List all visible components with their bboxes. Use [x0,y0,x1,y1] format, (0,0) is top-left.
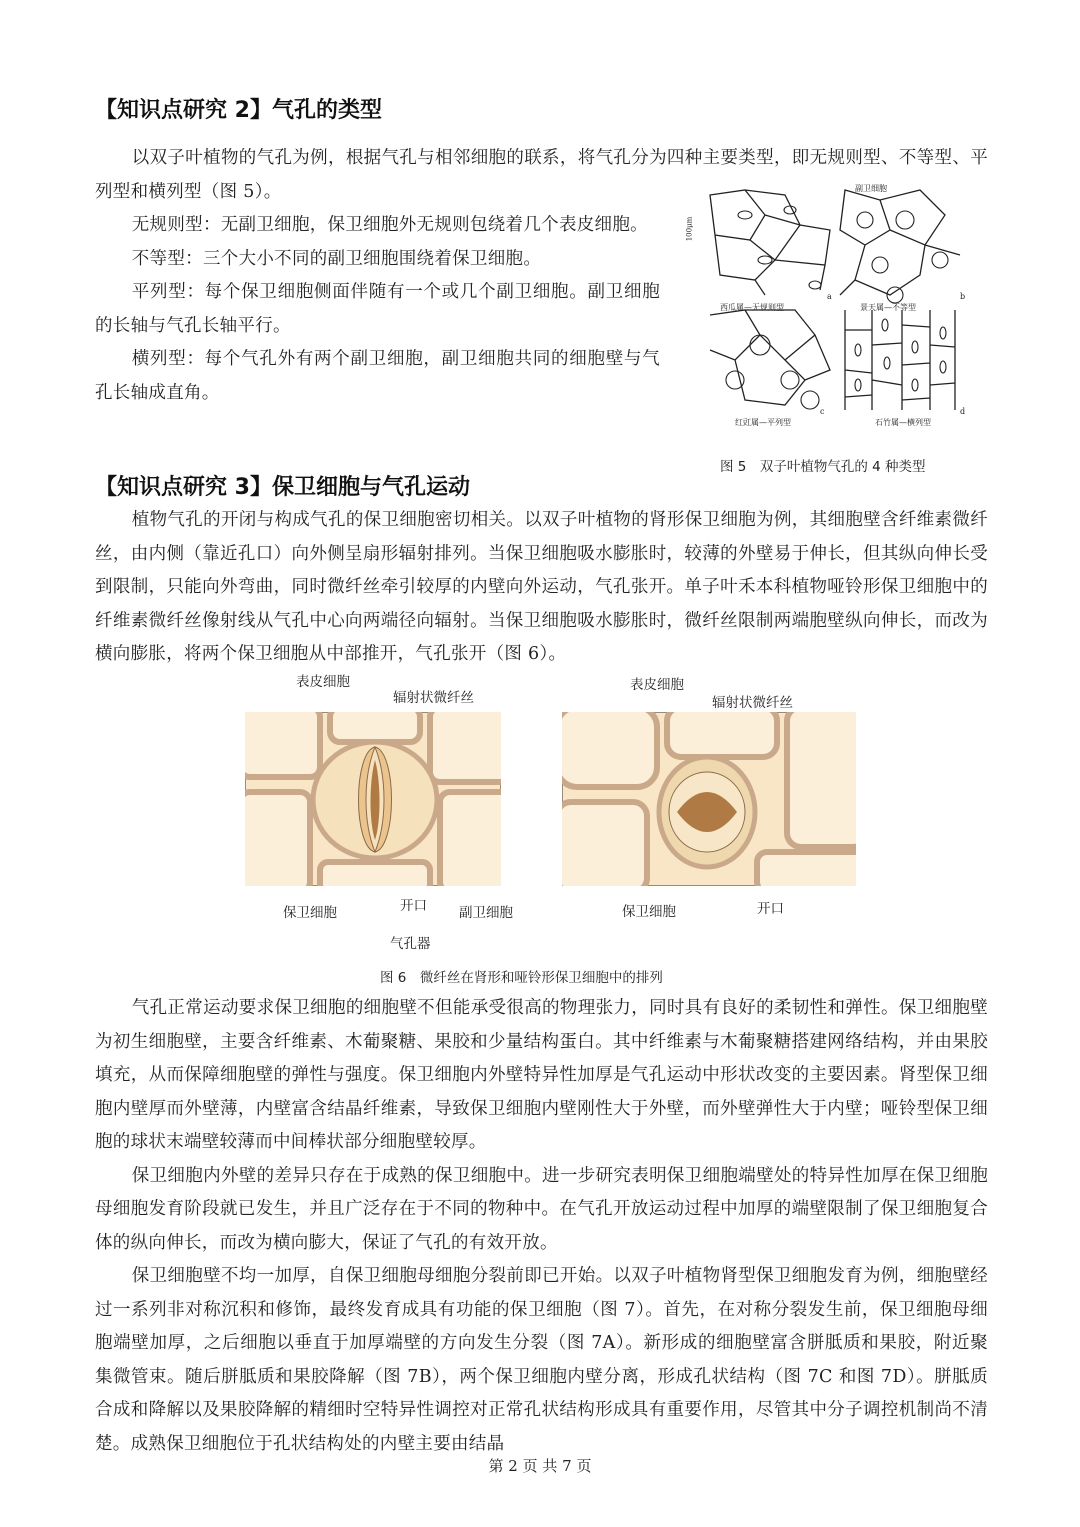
left-guard-label: 保卫细胞 [283,905,337,921]
panel-d-label: 石竹属—横列型 [875,418,931,427]
paragraph: 气孔正常运动要求保卫细胞的细胞壁不但能承受很高的物理张力，同时具有良好的柔韧性和弹性。保卫细胞壁为初生细胞壁，主要含纤维素、木葡聚糖、果胶和少量结构蛋白。其中纤维素与木葡聚糖搭建网络结构，并由果胶填充，从而保障细胞壁的弹性与强度。保卫细胞内外壁特异性加厚是气孔运动中形状改变的主要因素。肾型保卫细胞内壁厚而外壁薄，内壁富含结晶纤维素，导致保卫细胞内壁刚性大于外壁，而外壁弹性大于内壁；哑铃型保卫细胞的球状末端壁较薄而中间棒状部分细胞壁较厚。 [95,998,988,1152]
paragraph: 植物气孔的开闭与构成气孔的保卫细胞密切相关。以双子叶植物的肾形保卫细胞为例，其细胞壁含纤维素微纤丝，由内侧（靠近孔口）向外侧呈扇形辐射排列。当保卫细胞吸水膨胀时，较薄的外壁易于伸长，但其纵向伸长受到限制，只能向外弯曲，同时微纤丝牵引较厚的内壁向外运动，气孔张开。单子叶禾本科植物哑铃形保卫细胞中的纤维素微纤丝像射线从气孔中心向两端径向辐射。当保卫细胞吸水膨胀时，微纤丝限制两端胞壁纵向伸长，而改为横向膨胀，将两个保卫细胞从中部推开，气孔张开（图 6）。 [95,510,988,664]
paragraph: 横列型：每个气孔外有两个副卫细胞，副卫细胞共同的细胞壁与气孔长轴成直角。 [95,349,660,403]
left-epidermal-label: 表皮细胞 [296,674,350,690]
paragraph: 保卫细胞壁不均一加厚，自保卫细胞母细胞分裂前即已开始。以双子叶植物肾型保卫细胞发育为例，细胞壁经过一系列非对称沉积和修饰，最终发育成具有功能的保卫细胞（图 7）。首先，在对称分裂发生前，保卫细胞母细胞端壁加厚，之后细胞以垂直于加厚端壁的方向发生分裂（图 7A）。新形成的细胞壁富含胼胝质和果胶，附近聚集微管束。随后胼胝质和果胶降解（图 7B），两个保卫细胞内壁分离，形成孔状结构（图 7C 和图 7D）。胼胝质合成和降解以及果胶降解的精细时空特异性调控对正常孔状结构形成具有重要作用，尽管其中分子调控机制尚不清楚。成熟保卫细胞位于孔状结构处的内壁主要由结晶 [95,1266,988,1454]
paragraph: 以双子叶植物的气孔为例，根据气孔与相邻细胞的联系，将气孔分为四种主要类型，即无规则型、不等型、平列型和横列型（图 5）。 [95,148,988,202]
scale-bar-label: 100μm [685,216,694,242]
left-opening-label: 开口 [400,898,427,914]
dumbbell-guard-cell-drawing [562,712,856,886]
left-microfibril-label: 辐射状微纤丝 [393,690,474,706]
body-text [95,992,988,1461]
panel-b-label: 景天属—不等型 [860,303,916,312]
panel-c-letter: c [820,407,825,416]
right-guard-label: 保卫细胞 [622,904,676,920]
stomatal-apparatus-label: 气孔器 [390,936,431,952]
page-footer: 第 2 页 共 7 页 [488,1457,592,1475]
panel-d-letter: d [960,407,966,416]
subsidiary-cell-label: 副卫细胞 [855,184,887,193]
left-subsidiary-label: 副卫细胞 [459,905,513,921]
kidney-guard-cell-drawing [245,712,501,886]
right-epidermal-label: 表皮细胞 [630,677,684,693]
paragraph: 不等型：三个大小不同的副卫细胞围绕着保卫细胞。 [131,248,542,269]
section-heading-2: 【知识点研究 2】气孔的类型 [95,98,382,123]
panel-a-label: 西瓜属—无规则型 [720,303,784,312]
paragraph: 保卫细胞内外壁的差异只存在于成熟的保卫细胞中。进一步研究表明保卫细胞端壁处的特异性加厚在保卫细胞母细胞发育阶段就已发生，并且广泛存在于不同的物种中。在气孔开放运动过程中加厚的端壁限制了保卫细胞复合体的纵向伸长，而改为横向膨大，保证了气孔的有效开放。 [95,1165,988,1253]
figure-6-caption: 图 6 微纤丝在肾形和哑铃形保卫细胞中的排列 [380,970,663,986]
section-3-text [95,504,988,672]
figure-5 [685,184,975,427]
figure-5-caption: 图 5 双子叶植物气孔的 4 种类型 [720,459,926,475]
paragraph: 平列型：每个保卫细胞侧面伴随有一个或几个副卫细胞。副卫细胞的长轴与气孔长轴平行。 [95,282,660,336]
panel-b-letter: b [960,292,966,301]
right-microfibril-label: 辐射状微纤丝 [712,695,793,711]
right-opening-label: 开口 [757,901,784,917]
section-heading-3: 【知识点研究 3】保卫细胞与气孔运动 [95,475,470,500]
panel-a-letter: a [827,292,832,301]
panel-c-label: 红豇属—平列型 [735,418,791,427]
paragraph: 无规则型：无副卫细胞，保卫细胞外无规则包绕着几个表皮细胞。 [131,215,648,235]
